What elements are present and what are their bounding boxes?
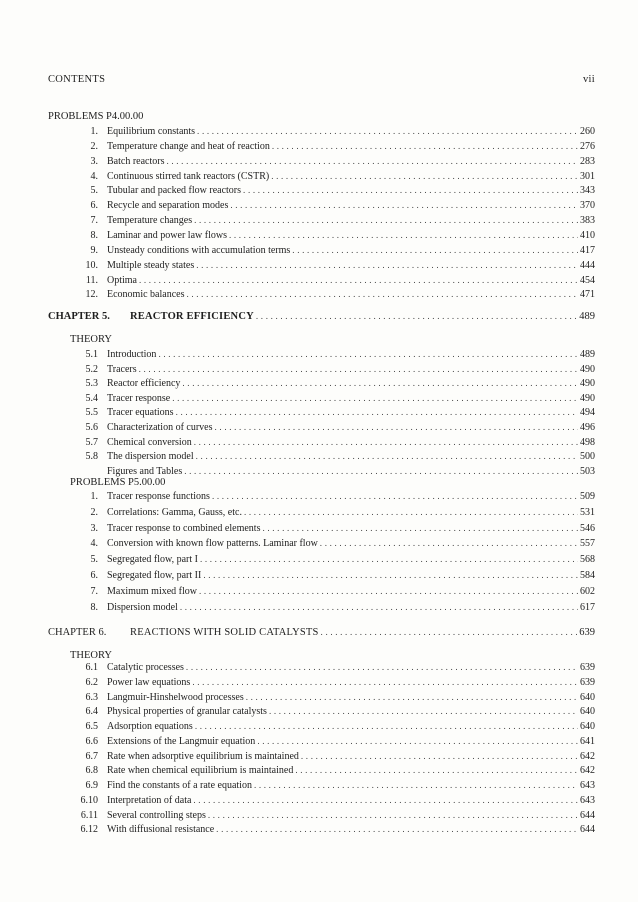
dot-leader: [184, 465, 578, 478]
dot-leader: [193, 794, 578, 807]
entry-number: 5.: [90, 185, 98, 197]
dot-leader: [197, 125, 578, 138]
dot-leader: [194, 214, 578, 227]
toc-entry: [70, 490, 595, 503]
toc-entry: [70, 465, 595, 478]
entry-page: 490: [580, 363, 595, 375]
entry-number: 6.8: [85, 765, 98, 777]
entry-page: 640: [580, 691, 595, 703]
entry-title: Maximum mixed flow: [107, 585, 197, 597]
entry-title: Batch reactors: [107, 155, 165, 167]
toc-entry: [70, 676, 595, 689]
entry-title: Tracer response: [107, 392, 171, 404]
entry-page: 383: [580, 215, 595, 227]
entry-number: 6.1: [85, 662, 98, 673]
problems-p4-heading: PROBLEMS P4.00.00: [48, 111, 144, 122]
entry-page: 496: [580, 422, 595, 433]
entry-title: Rate when adsorptive equilibrium is maintained: [107, 750, 299, 762]
entry-number: 5.7: [85, 436, 98, 448]
entry-title: Dispersion model: [107, 601, 178, 613]
dot-leader: [246, 691, 578, 704]
dot-leader: [176, 406, 578, 419]
entry-page: 500: [580, 451, 595, 463]
dot-leader: [301, 750, 578, 763]
toc-entry: [70, 170, 595, 183]
entry-title: Adsorption equations: [107, 721, 193, 732]
entry-number: 6.4: [85, 706, 98, 718]
entry-title: Conversion with known flow patterns. Laminar flow: [107, 538, 318, 550]
toc-entry: [70, 244, 595, 257]
entry-number: 5.1: [85, 349, 98, 360]
dot-leader: [216, 823, 578, 836]
entry-title: Introduction: [107, 349, 157, 360]
entry-title: Optima: [107, 274, 137, 286]
entry-page: 260: [580, 126, 595, 137]
chapter-6-page: 639: [579, 627, 595, 638]
dot-leader: [196, 450, 578, 463]
entry-title: Tracer response to combined elements: [107, 522, 261, 534]
entry-title: Tracer equations: [107, 407, 174, 419]
dot-leader: [229, 229, 578, 242]
toc-entry: [70, 421, 595, 434]
entry-number: 6.6: [85, 735, 98, 747]
entry-page: 617: [580, 601, 595, 613]
entry-title: Equilibrium constants: [107, 126, 196, 137]
entry-title: Temperature changes: [107, 215, 193, 227]
entry-page: 568: [580, 554, 595, 566]
entry-number: 5.3: [85, 378, 98, 390]
toc-entry: [70, 522, 595, 535]
entry-title: Recycle and separation modes: [107, 200, 229, 212]
entry-number: 8.: [90, 601, 98, 613]
toc-entry: [70, 450, 595, 463]
toc-entry: [70, 691, 595, 704]
entry-page: 643: [580, 780, 595, 791]
toc-entry: [70, 705, 595, 718]
toc-entry: [70, 506, 595, 519]
entry-title: Physical properties of granular catalysts: [107, 706, 267, 718]
toc-entry: [70, 155, 595, 168]
entry-page: 370: [580, 200, 595, 212]
chapter-5-title: REACTOR EFFICIENCY: [130, 311, 254, 322]
dot-leader: [196, 259, 578, 272]
entry-title: Laminar and power law flows: [107, 229, 227, 241]
entry-page: 602: [580, 585, 595, 597]
entry-page: 584: [580, 570, 595, 581]
entry-number: 5.8: [85, 451, 98, 463]
dot-leader: [199, 585, 578, 598]
dot-leader: [295, 764, 578, 777]
entry-number: 1.: [90, 491, 98, 502]
dot-leader: [139, 274, 578, 287]
entry-number: 5.6: [85, 422, 98, 433]
entry-title: Segregated flow, part II: [107, 570, 202, 581]
entry-number: 9.: [90, 244, 98, 256]
toc-entry: [70, 735, 595, 748]
chapter-5-label: CHAPTER 5.: [48, 311, 110, 322]
entry-page: 494: [580, 407, 595, 419]
dot-leader: [262, 522, 578, 535]
dot-leader: [269, 705, 578, 718]
chapter-5-theory-heading: THEORY: [70, 334, 112, 345]
dot-leader: [139, 363, 578, 376]
entry-page: 503: [580, 465, 595, 477]
entry-page: 640: [580, 721, 595, 732]
entry-page: 471: [580, 289, 595, 301]
entry-title: With diffusional resistance: [107, 824, 215, 836]
entry-page: 642: [580, 750, 595, 762]
entry-page: 490: [580, 392, 595, 404]
entry-number: 6.2: [85, 676, 98, 688]
chapter-6-title: REACTIONS WITH SOLID CATALYSTS: [130, 627, 319, 638]
dot-leader: [256, 309, 577, 323]
toc-entry: [70, 229, 595, 242]
dot-leader: [320, 537, 578, 550]
entry-page: 343: [580, 185, 595, 197]
entry-title: Rate when chemical equilibrium is maintained: [107, 765, 294, 777]
running-head-title: CONTENTS: [48, 74, 106, 85]
entry-number: 6.5: [85, 721, 98, 732]
dot-leader: [166, 155, 578, 168]
entry-title: Segregated flow, part I: [107, 554, 198, 566]
entry-page: 283: [580, 155, 595, 167]
entry-number: 5.: [90, 554, 98, 566]
dot-leader: [182, 377, 578, 390]
dot-leader: [186, 288, 578, 301]
entry-number: 4.: [90, 170, 98, 182]
entry-title: Tubular and packed flow reactors: [107, 185, 242, 197]
toc-entry: [70, 661, 595, 674]
entry-number: 3.: [90, 155, 98, 167]
entry-title: Economic balances: [107, 289, 185, 301]
entry-title: Chemical conversion: [107, 436, 192, 448]
toc-entry: [70, 537, 595, 550]
dot-leader: [186, 661, 578, 674]
toc-entry: [70, 601, 595, 614]
entry-page: 643: [580, 794, 595, 806]
entry-number: 6.12: [80, 824, 98, 836]
entry-number: 12.: [85, 289, 98, 301]
entry-title: Several controlling steps: [107, 809, 206, 821]
entry-number: 5.5: [85, 407, 98, 419]
toc-entry: [70, 436, 595, 449]
dot-leader: [272, 140, 578, 153]
entry-title: Temperature change and heat of reaction: [107, 140, 270, 152]
chapter-6-theory-heading: THEORY: [70, 650, 112, 661]
entry-page: 417: [580, 244, 595, 256]
entry-page: 410: [580, 229, 595, 241]
page-number: vii: [583, 74, 595, 85]
entry-number: 5.4: [85, 392, 98, 404]
dot-leader: [200, 553, 578, 566]
chapter-5-entry: [48, 309, 595, 323]
toc-entry: [70, 125, 595, 138]
toc-entry: [70, 184, 595, 197]
entry-page: 642: [580, 765, 595, 777]
toc-entry: [70, 720, 595, 733]
entry-title: Multiple steady states: [107, 259, 195, 271]
entry-title: Characterization of curves: [107, 422, 213, 433]
entry-number: 10.: [85, 259, 98, 271]
entry-number: 6.10: [80, 794, 98, 806]
dot-leader: [195, 720, 578, 733]
toc-entry: [70, 809, 595, 822]
entry-title: Power law equations: [107, 676, 191, 688]
toc-entry: [70, 274, 595, 287]
entry-title: Langmuir-Hinshelwood processes: [107, 691, 244, 703]
entry-number: 8.: [90, 229, 98, 241]
entry-number: 4.: [90, 538, 98, 550]
entry-number: 6.3: [85, 691, 98, 703]
entry-number: 5.2: [85, 363, 98, 375]
entry-title: Find the constants of a rate equation: [107, 780, 252, 791]
entry-page: 644: [580, 824, 595, 836]
entry-number: 2.: [90, 506, 98, 518]
toc-entry: [70, 259, 595, 272]
entry-number: 6.9: [85, 780, 98, 791]
dot-leader: [212, 490, 578, 503]
dot-leader: [243, 184, 578, 197]
entry-number: 6.7: [85, 750, 98, 762]
toc-entry: [70, 779, 595, 792]
toc-entry: [70, 553, 595, 566]
entry-title: Tracer response functions: [107, 491, 210, 502]
toc-entry: [70, 214, 595, 227]
toc-entry: [70, 140, 595, 153]
entry-page: 489: [580, 349, 595, 360]
entry-page: 641: [580, 735, 595, 747]
entry-page: 639: [580, 662, 595, 673]
dot-leader: [215, 421, 578, 434]
entry-page: 509: [580, 491, 595, 502]
dot-leader: [321, 625, 578, 639]
dot-leader: [244, 506, 578, 519]
entry-number: 3.: [90, 522, 98, 534]
dot-leader: [271, 170, 578, 183]
entry-number: 2.: [90, 140, 98, 152]
entry-number: 7.: [90, 585, 98, 597]
entry-page: 546: [580, 522, 595, 534]
entry-title: The dispersion model: [107, 451, 194, 463]
entry-page: 531: [580, 506, 595, 518]
toc-entry: [70, 406, 595, 419]
entry-page: 557: [580, 538, 595, 550]
entry-number: 6.: [90, 200, 98, 212]
toc-entry: [70, 823, 595, 836]
toc-entry: [70, 569, 595, 582]
dot-leader: [192, 676, 578, 689]
toc-entry: [70, 288, 595, 301]
chapter-6-entry: [48, 625, 595, 639]
dot-leader: [292, 244, 578, 257]
toc-entry: [70, 363, 595, 376]
dot-leader: [254, 779, 578, 792]
toc-entry: [70, 392, 595, 405]
entry-title: Extensions of the Langmuir equation: [107, 735, 256, 747]
toc-entry: [70, 199, 595, 212]
dot-leader: [230, 199, 578, 212]
entry-page: 644: [580, 809, 595, 821]
entry-title: Interpretation of data: [107, 794, 192, 806]
toc-entry: [70, 348, 595, 361]
entry-number: 6.11: [80, 809, 98, 821]
toc-entry: [70, 764, 595, 777]
entry-number: 7.: [90, 215, 98, 227]
entry-title: Tracers: [107, 363, 137, 375]
dot-leader: [257, 735, 578, 748]
entry-title: Correlations: Gamma, Gauss, etc.: [107, 506, 242, 518]
dot-leader: [158, 348, 578, 361]
entry-page: 498: [580, 436, 595, 448]
entry-number: 6.: [90, 570, 98, 581]
toc-entry: [70, 585, 595, 598]
entry-title: Continuous stirred tank reactors (CSTR): [107, 170, 270, 182]
entry-page: 640: [580, 706, 595, 718]
entry-page: 444: [580, 259, 595, 271]
entry-title: Catalytic processes: [107, 662, 184, 673]
entry-page: 301: [580, 170, 595, 182]
dot-leader: [180, 601, 578, 614]
toc-entry: [70, 377, 595, 390]
dot-leader: [203, 569, 578, 582]
toc-entry: [70, 794, 595, 807]
entry-number: 1.: [90, 126, 98, 137]
entry-title: Reactor efficiency: [107, 378, 181, 390]
entry-page: 490: [580, 378, 595, 390]
dot-leader: [208, 809, 578, 822]
entry-page: 639: [580, 676, 595, 688]
entry-page: 276: [580, 140, 595, 152]
dot-leader: [172, 392, 578, 405]
dot-leader: [194, 436, 578, 449]
chapter-5-page: 489: [579, 311, 595, 322]
toc-entry: [70, 750, 595, 763]
entry-page: 454: [580, 274, 595, 286]
entry-title: Figures and Tables: [107, 465, 183, 477]
problems-p5-heading: PROBLEMS P5.00.00: [70, 477, 166, 488]
entry-number: 11.: [85, 274, 98, 286]
entry-title: Unsteady conditions with accumulation terms: [107, 244, 291, 256]
chapter-6-label: CHAPTER 6.: [48, 627, 107, 638]
